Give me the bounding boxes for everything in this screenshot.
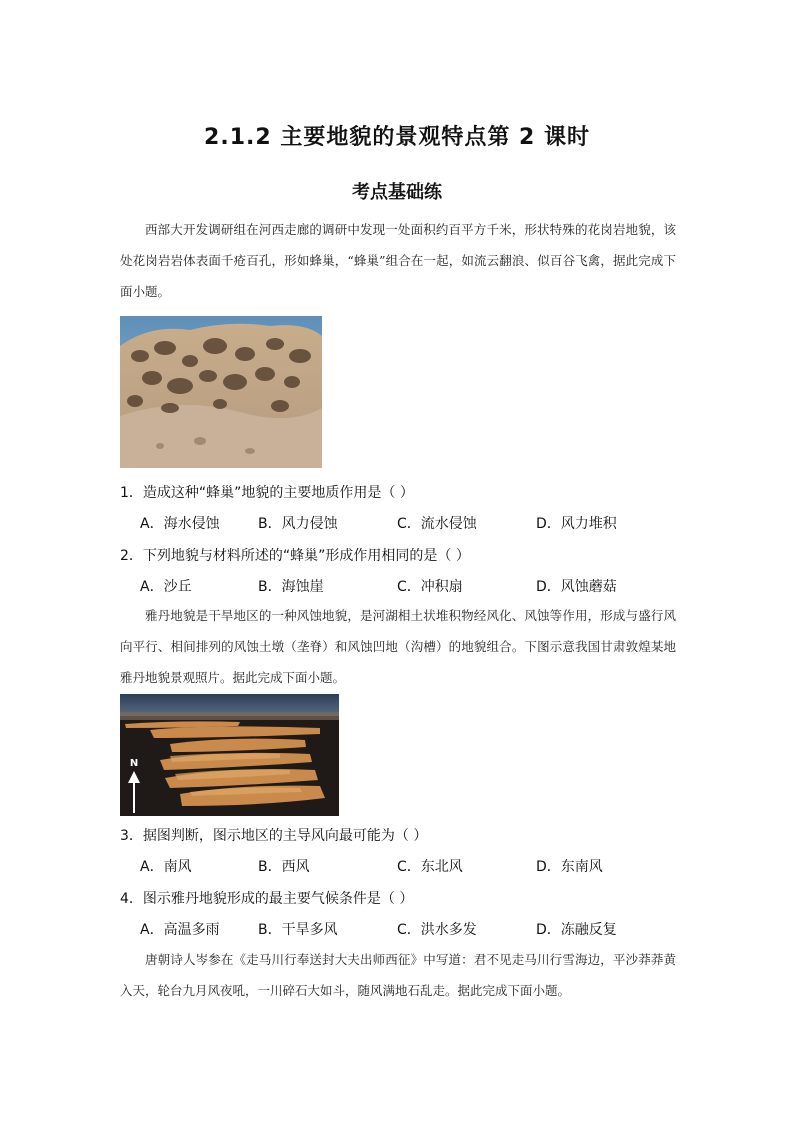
q1-option-d[interactable]: D．风力堆积 (536, 516, 617, 532)
honeycomb-rock-photo (120, 316, 322, 468)
q4-option-c[interactable]: C．洪水多发 (397, 922, 477, 938)
q1-option-a[interactable]: A．海水侵蚀 (140, 516, 220, 532)
passage-poem: 唐朝诗人岑参在《走马川行奉送封大夫出师西征》中写道：君不见走马川行雪海边，平沙莽莽黄入天，轮台九月风夜吼，一川碎石大如斗，随风满地石乱走。据此完成下面小题。 (120, 952, 676, 998)
q4-option-d[interactable]: D．冻融反复 (536, 922, 617, 938)
page-title: 2.1.2 主要地貌的景观特点第 2 课时 (204, 125, 590, 150)
question-1: 1．造成这种“蜂巢”地貌的主要地质作用是（ ） (120, 485, 414, 501)
q2-option-a[interactable]: A．沙丘 (140, 579, 192, 595)
q2-option-d[interactable]: D．风蚀蘑菇 (536, 579, 617, 595)
yardang-landform-photo (120, 694, 339, 816)
question-2: 2．下列地貌与材料所述的“蜂巢”形成作用相同的是（ ） (120, 548, 470, 564)
north-arrow-icon (126, 771, 142, 813)
q3-option-c[interactable]: C．东北风 (397, 859, 463, 875)
section-subtitle: 考点基础练 (352, 182, 442, 203)
q1-option-c[interactable]: C．流水侵蚀 (397, 516, 477, 532)
q4-option-b[interactable]: B．干旱多风 (258, 922, 338, 938)
q2-option-b[interactable]: B．海蚀崖 (258, 579, 324, 595)
q3-option-b[interactable]: B．西风 (258, 859, 310, 875)
question-4: 4．图示雅丹地貌形成的最主要气候条件是（ ） (120, 891, 414, 907)
north-label: N (129, 758, 139, 769)
passage-yardang: 雅丹地貌是干旱地区的一种风蚀地貌，是河湖相土状堆积物经风化、风蚀等作用，形成与盛行风向平行、相间排列的风蚀土墩（垄脊）和风蚀凹地（沟槽）的地貌组合。下图示意我国甘肃敦煌某地雅丹地貌景观照片。据此完成下面小题。 (120, 608, 676, 685)
q4-option-a[interactable]: A．高温多雨 (140, 922, 220, 938)
q2-option-c[interactable]: C．冲积扇 (397, 579, 463, 595)
question-3: 3．据图判断，图示地区的主导风向最可能为（ ） (120, 828, 428, 844)
passage-honeycomb: 西部大开发调研组在河西走廊的调研中发现一处面积约百平方千米，形状特殊的花岗岩地貌，该处花岗岩岩体表面千疮百孔，形如蜂巢，“蜂巢”组合在一起，如流云翻浪、似百谷飞禽，据此完成下面小题。 (120, 222, 676, 299)
q1-option-b[interactable]: B．风力侵蚀 (258, 516, 338, 532)
q3-option-d[interactable]: D．东南风 (536, 859, 603, 875)
q3-option-a[interactable]: A．南风 (140, 859, 192, 875)
